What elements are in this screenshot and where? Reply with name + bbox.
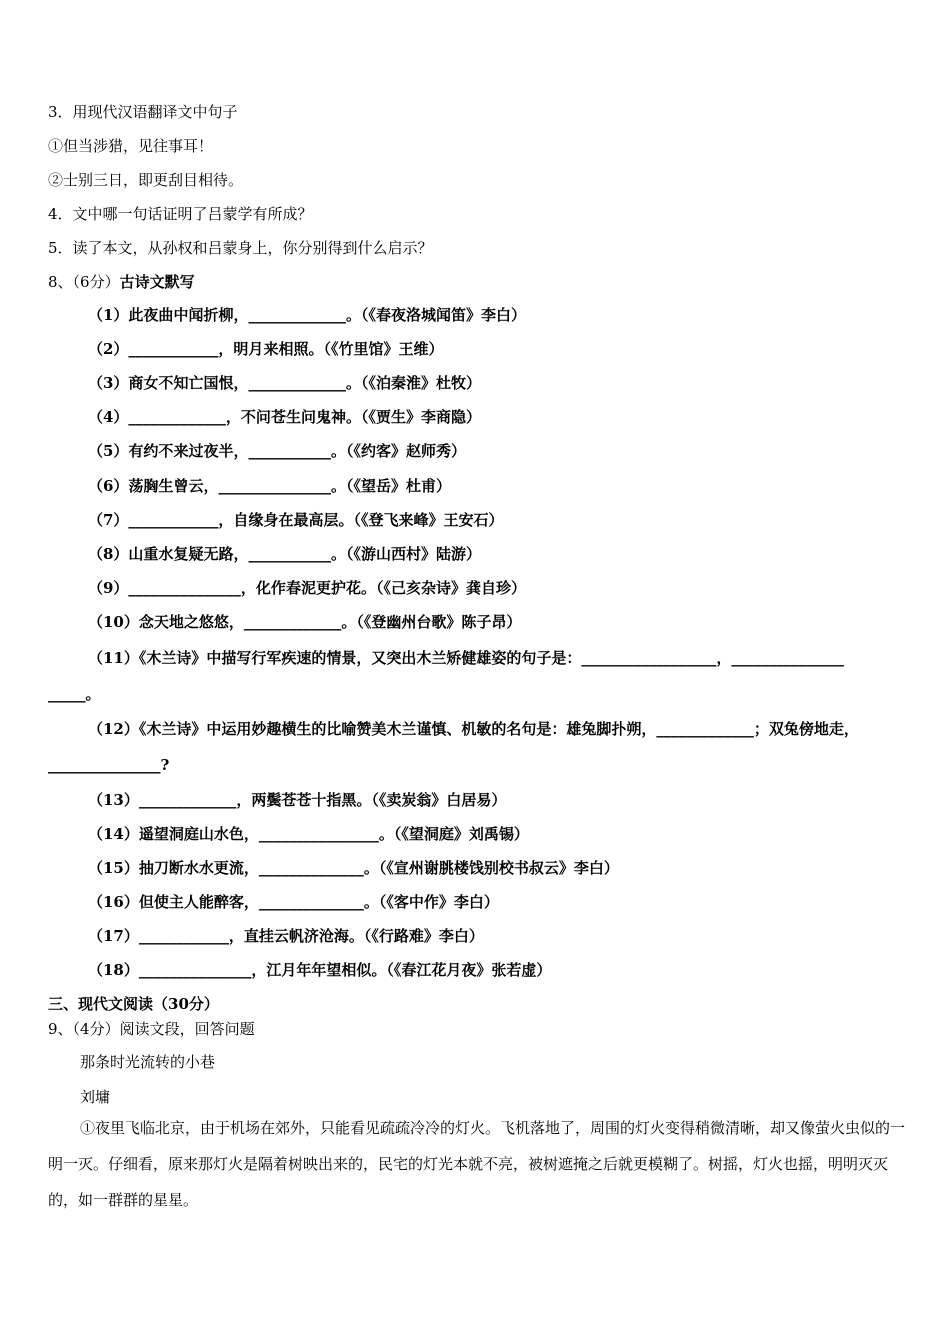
q5-line: 5．读了本文，从孙权和吕蒙身上，你分别得到什么启示？: [48, 239, 433, 257]
section-title: 三、现代文阅读（30分）: [48, 995, 219, 1013]
q3-sub1: ①但当涉猎，见往事耳！: [48, 137, 214, 155]
q8-item: （14）遥望洞庭山水色，________________。（《望洞庭》刘禹锡）: [88, 825, 529, 843]
q3-sub2: ②士别三日，即更刮目相待。: [48, 171, 244, 189]
article-paragraph: ①夜里飞临北京，由于机场在郊外，只能看见疏疏冷冷的灯火。飞机落地了，周围的灯火变得稍微清晰，却又像萤火虫似的一明一灭。仔细看，原来那灯火是隔着树映出来的，民宅的灯光本就不亮，被树遮掩之后就更模糊了。树摇，灯火也摇，明明灭灭的，如一群群的星星。: [48, 1119, 906, 1209]
q8-item-12b: _______________?: [48, 756, 170, 774]
q8-item: （9）_______________，化作春泥更护花。（《己亥杂诗》龚自珍）: [88, 579, 526, 597]
q8-item: （4）_____________，不问苍生问鬼神。（《贾生》李商隐）: [88, 408, 481, 426]
q8-item: （13）_____________，两鬓苍苍十指黑。（《卖炭翁》白居易）: [88, 791, 507, 809]
q9-line: 9、（4分）阅读文段，回答问题: [48, 1020, 255, 1038]
q8-item-11a: （11）《木兰诗》中描写行军疾速的情景，又突出木兰矫健雄姿的句子是：__________________，_______________: [88, 649, 844, 667]
q8-title: 古诗文默写: [119, 273, 195, 291]
q8-item: （15）抽刀断水水更流，______________。（《宣州谢朓楼饯别校书叔云》李白）: [88, 859, 619, 877]
q8-header: [48, 272, 195, 292]
q8-item: （6）荡胸生曾云，_______________。（《望岳》杜甫）: [88, 477, 451, 495]
q3-line: 3．用现代汉语翻译文中句子: [48, 103, 238, 121]
q8-item-11b: _____。: [48, 685, 101, 703]
q4-line: 4．文中哪一句话证明了吕蒙学有所成？: [48, 205, 313, 223]
q8-item: （3）商女不知亡国恨，_____________。（《泊秦淮》杜牧）: [88, 374, 481, 392]
q8-item-12a: （12）《木兰诗》中运用妙趣横生的比喻赞美木兰谨慎、机敏的名句是：雄兔脚扑朔，_____________；双兔傍地走，: [88, 720, 859, 738]
q8-item: （2）____________，明月来相照。（《竹里馆》王维）: [88, 340, 444, 358]
q8-item: （7）____________，自缘身在最高层。（《登飞来峰》王安石）: [88, 511, 504, 529]
q8-item: （17）____________，直挂云帆济沧海。（《行路难》李白）: [88, 927, 484, 945]
q8-item: （5）有约不来过夜半，___________。（《约客》赵师秀）: [88, 442, 466, 460]
q8-item: （8）山重水复疑无路，___________。（《游山西村》陆游）: [88, 545, 481, 563]
q8-item: （1）此夜曲中闻折柳，_____________。（《春夜洛城闻笛》李白）: [88, 306, 526, 324]
q8-item: （10）念天地之悠悠，_____________。（《登幽州台歌》陈子昂）: [88, 613, 522, 631]
article-author: 刘墉: [80, 1088, 111, 1106]
article-title: 那条时光流转的小巷: [80, 1053, 216, 1071]
q8-number: 8、（6分）: [48, 273, 120, 291]
q8-item: （16）但使主人能醉客，______________。（《客中作》李白）: [88, 893, 499, 911]
q8-item: （18）_______________，江月年年望相似。（《春江花月夜》张若虚）: [88, 961, 552, 979]
